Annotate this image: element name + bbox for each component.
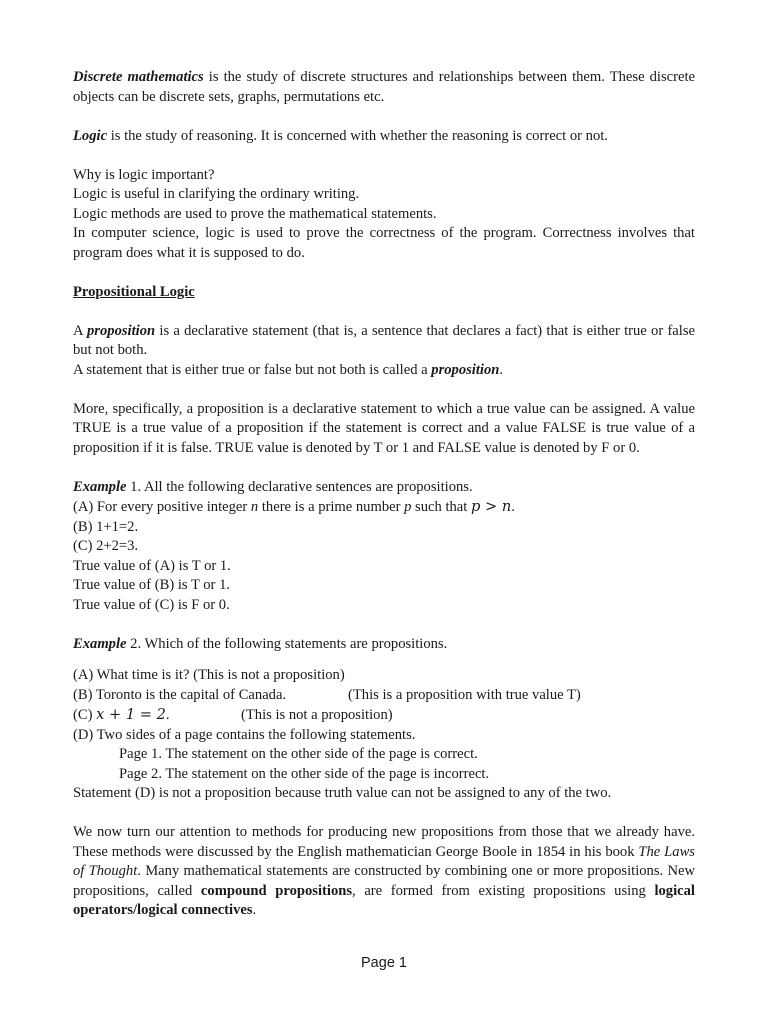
why-line-3: In computer science, logic is used to prove the correctness of the program. Correctness involves that program does what it is supposed to do.: [73, 225, 695, 261]
example2-item-c: (C) x + 1 = 2. (This is not a proposition): [73, 706, 393, 723]
example1-truth-c: True value of (C) is F or 0.: [73, 596, 230, 613]
example1-item-b: (B) 1+1=2.: [73, 518, 139, 535]
why-line-1: Logic is useful in clarifying the ordinary writing.: [73, 186, 360, 202]
proposition-term: proposition: [87, 322, 156, 339]
example1-truth-b: True value of (B) is T or 1.: [73, 577, 231, 593]
intro-paragraph: [73, 68, 695, 107]
logical-operators-term: logical operators/logical connectives: [73, 882, 695, 918]
page-number: Page 1: [361, 955, 407, 971]
book-title: The Laws of Thought: [73, 843, 695, 879]
closing-paragraph: We now turn our attention to methods for producing new propositions from those that we already have. These methods were discussed by the English mathematician George Boole in 1854 in his book The Laws of Thought. Many mathematical statements are constructed by combining one or more propositions. New propositions, called compound propositions, are formed from existing propositions using logical operators/logical connectives.: [73, 824, 696, 918]
example2-page-1: Page 1. The statement on the other side of the page is correct.: [119, 746, 478, 762]
example1-item-a: (A) For every positive integer n there is a prime number p such that p > n.: [73, 498, 515, 515]
proposition-definition: A proposition is a declarative statement (that is, a sentence that declares a fact) that is either true or false but not both.: [73, 322, 695, 358]
example1-item-c: (C) 2+2=3.: [73, 538, 139, 554]
more-paragraph: More, specifically, a proposition is a declarative statement to which a true value can be assigned. A value TRUE is a true value of a proposition if the statement is correct and a value FALSE is true value of a proposition if it is false. TRUE value is denoted by T or 1 and FALSE value is denoted by F or 0.: [73, 400, 695, 456]
proposition-definition-2: A statement that is either true or false but not both is called a proposition.: [73, 361, 504, 378]
example2-intro: Example 2. Which of the following statements are propositions.: [73, 635, 448, 652]
example1-intro: Example 1. All the following declarative sentences are propositions.: [73, 478, 473, 495]
example2-statement: Statement (D) is not a proposition because truth value can not be assigned to any of the two.: [73, 785, 612, 801]
logic-definition: is the study of reasoning. It is concerned with whether the reasoning is correct or not.: [107, 127, 608, 144]
example2-label: Example: [73, 635, 127, 652]
intro-definition: is the study of discrete structures and relationships between them. These discrete objects can be discrete sets, graphs, permutations etc.: [73, 69, 695, 105]
why-question: Why is logic important?: [73, 166, 215, 183]
section-heading: Propositional Logic: [73, 283, 195, 300]
logic-term: Logic: [73, 127, 108, 144]
intro-term: Discrete mathematics: [73, 69, 204, 85]
logic-paragraph: [73, 127, 695, 147]
example2-item-b: (B) Toronto is the capital of Canada. (This is a proposition with true value T): [73, 686, 581, 703]
example2-page-2: Page 2. The statement on the other side of the page is incorrect.: [119, 765, 490, 782]
example2-item-a: (A) What time is it? (This is not a proposition): [73, 667, 345, 683]
example2-item-d: (D) Two sides of a page contains the following statements.: [73, 726, 416, 743]
example1-math: p > n: [471, 498, 512, 515]
document-body: [73, 68, 695, 921]
example2-math: x + 1 = 2: [96, 706, 166, 723]
example1-label: Example: [73, 478, 127, 495]
compound-propositions-term: compound propositions: [200, 882, 353, 899]
proposition-term-2: proposition: [431, 361, 500, 378]
example1-truth-a: True value of (A) is T or 1.: [73, 557, 231, 574]
why-line-2: Logic methods are used to prove the mathematical statements.: [73, 205, 437, 222]
